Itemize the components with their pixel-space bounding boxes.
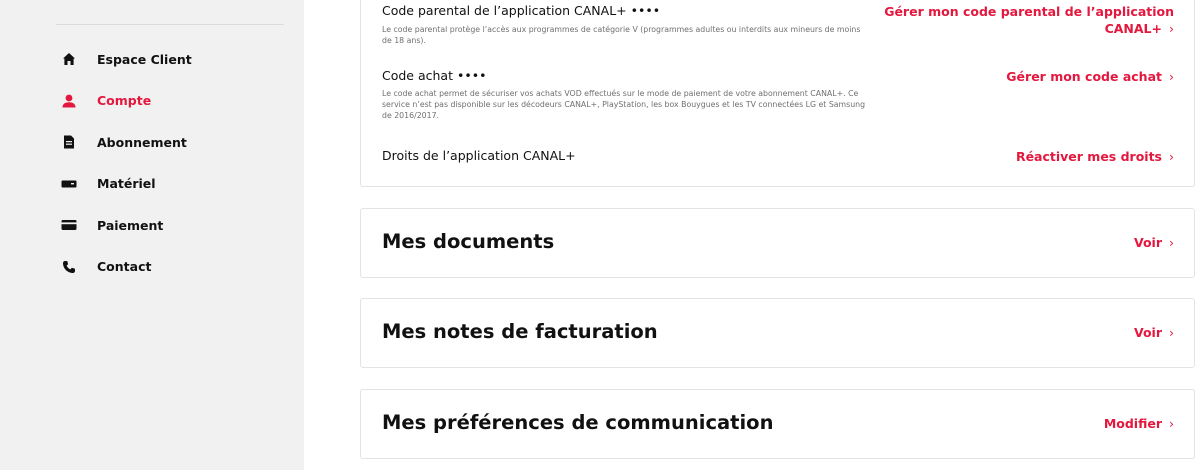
home-icon xyxy=(58,50,80,68)
manage-purchase-code-link[interactable] xyxy=(1006,68,1174,85)
purchase-code-row xyxy=(382,68,1174,128)
manage-purchase-code-label: Gérer mon code achat xyxy=(1006,69,1162,84)
codes-card xyxy=(360,0,1195,187)
billing-notes-view-label: Voir xyxy=(1133,325,1162,340)
chevron-right-icon: › xyxy=(1169,416,1174,431)
user-icon xyxy=(58,92,80,110)
sidebar-item-abonnement[interactable] xyxy=(58,132,192,152)
chevron-right-icon: › xyxy=(1169,325,1174,340)
sidebar-item-label: Matériel xyxy=(97,176,156,192)
parental-code-row xyxy=(382,3,1174,53)
sidebar-item-label: Compte xyxy=(97,93,152,109)
billing-notes-view-link[interactable] xyxy=(1134,325,1174,340)
communication-preferences-edit-link[interactable] xyxy=(1104,416,1174,431)
sidebar-item-label: Contact xyxy=(97,259,152,275)
sidebar xyxy=(0,0,304,470)
credit-card-icon xyxy=(58,216,80,234)
manage-parental-code-link[interactable] xyxy=(884,3,1174,37)
rights-title: Droits de l’application CANAL+ xyxy=(382,148,576,163)
parental-code-title: Code parental de l’application CANAL+ •••• xyxy=(382,3,661,18)
manage-parental-code-line1: Gérer mon code parental de l’application xyxy=(884,4,1174,19)
sidebar-item-label: Abonnement xyxy=(97,134,187,150)
sidebar-item-label: Espace Client xyxy=(97,51,192,67)
reactivate-rights-link[interactable] xyxy=(1016,148,1174,165)
document-icon xyxy=(58,133,80,151)
parental-code-description: Le code parental protège l’accès aux programmes de catégorie V (programmes adultes ou interdits aux mineurs de moins de 18 ans). xyxy=(382,25,861,45)
chevron-right-icon: › xyxy=(1169,21,1174,36)
sidebar-item-paiement[interactable] xyxy=(58,215,192,235)
billing-notes-card[interactable] xyxy=(360,298,1195,368)
reactivate-rights-label: Réactiver mes droits xyxy=(1015,149,1162,164)
sidebar-nav xyxy=(58,49,192,299)
documents-view-label: Voir xyxy=(1133,235,1162,250)
communication-preferences-edit-label: Modifier xyxy=(1103,416,1162,431)
chevron-right-icon: › xyxy=(1169,235,1174,250)
sidebar-item-label: Paiement xyxy=(97,217,164,233)
decoder-icon xyxy=(58,175,80,193)
communication-preferences-card[interactable] xyxy=(360,389,1195,459)
chevron-right-icon: › xyxy=(1169,149,1174,164)
sidebar-divider xyxy=(56,24,284,25)
sidebar-item-contact[interactable] xyxy=(58,257,192,277)
chevron-right-icon: › xyxy=(1169,69,1174,84)
billing-notes-title: Mes notes de facturation xyxy=(382,320,658,343)
purchase-code-title: Code achat •••• xyxy=(382,68,487,83)
sidebar-item-materiel[interactable] xyxy=(58,174,192,194)
sidebar-item-espace-client[interactable] xyxy=(58,49,192,69)
sidebar-item-compte[interactable] xyxy=(58,91,192,111)
documents-card[interactable] xyxy=(360,208,1195,278)
documents-view-link[interactable] xyxy=(1134,235,1174,250)
communication-preferences-title: Mes préférences de communication xyxy=(382,411,774,434)
phone-icon xyxy=(58,258,80,276)
rights-row xyxy=(382,148,1174,168)
main-content xyxy=(304,0,1200,470)
documents-title: Mes documents xyxy=(382,230,555,253)
manage-parental-code-line2: CANAL+ xyxy=(1104,21,1162,36)
purchase-code-description: Le code achat permet de sécuriser vos achats VOD effectués sur le mode de paiement de votre abonnement CANAL+. Ce service n’est pas disponible sur les décodeurs CANAL+, PlayStation, les box Bouygues et les TV connectées LG et Samsung de 2016/2017. xyxy=(382,89,866,120)
